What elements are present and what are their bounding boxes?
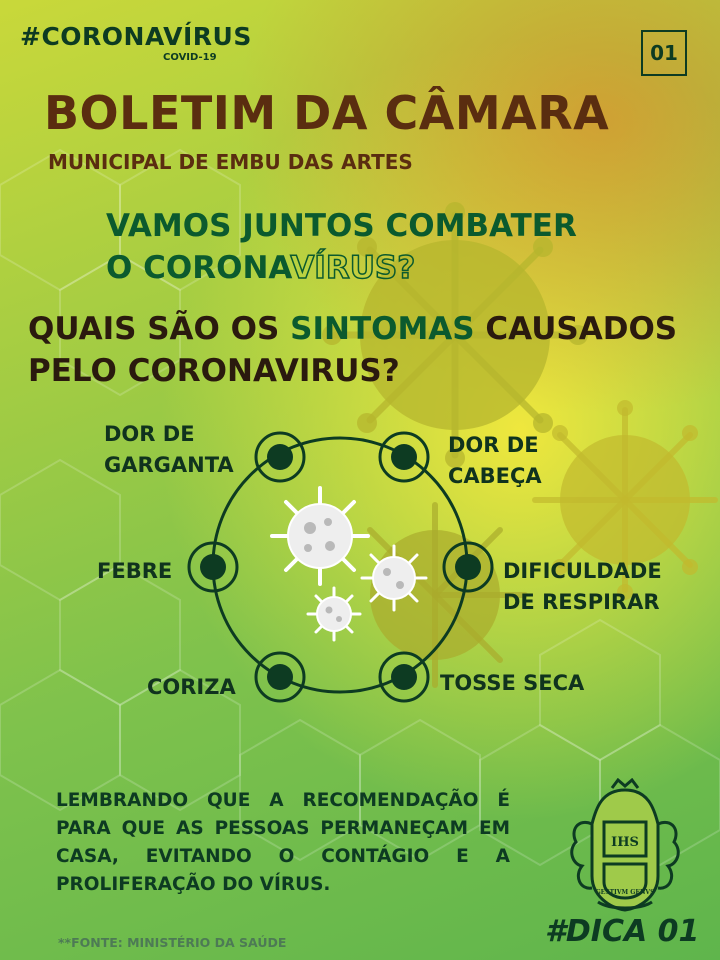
- symptom-line: FEBRE: [97, 559, 173, 583]
- source-note: **FONTE: MINISTÉRIO DA SAÚDE: [58, 935, 287, 950]
- symptom-line: CABEÇA: [448, 464, 542, 488]
- hashtag-coronavirus: #CORONAVÍRUS: [20, 22, 252, 51]
- emblem-monogram: IHS: [611, 835, 639, 850]
- symptom-line: TOSSE SECA: [440, 671, 585, 695]
- page-number-badge: 01: [641, 30, 687, 76]
- question-line-2: PELO CORONAVIRUS?: [28, 353, 400, 389]
- dica-tag: #DICA 01: [545, 914, 700, 949]
- node-dor-de-garganta: [256, 433, 304, 481]
- recommendation-text: LEMBRANDO QUE A RECOMENDAÇÃO É PARA QUE AS PESSOAS PERMANEÇAM EM CASA, EVITANDO O CONTÁGIO E A PROLIFERAÇÃO DO VÍRUS.: [56, 790, 510, 895]
- page-title: BOLETIM DA CÂMARA: [44, 86, 610, 140]
- symptom-line: DOR DE: [104, 422, 195, 446]
- node-dificuldade-de-respirar: [444, 543, 492, 591]
- symptom-line: DIFICULDADE: [503, 559, 662, 583]
- virus-icon: [362, 546, 426, 610]
- symptom-dificuldade-de-respirar: [503, 556, 662, 618]
- node-coriza: [256, 653, 304, 701]
- virus-icon: [272, 488, 368, 584]
- cta-solid-text: O CORONA: [106, 250, 291, 286]
- emblem-motto: GESTIVM GENVS: [595, 889, 655, 896]
- symptom-febre: [97, 556, 172, 587]
- cta-line-1: VAMOS JUNTOS COMBATER: [106, 208, 577, 244]
- symptom-dor-de-garganta: [104, 419, 234, 481]
- virus-icon: [308, 588, 360, 640]
- symptom-coriza: [147, 672, 236, 703]
- diagram-ring: [213, 438, 467, 692]
- page-subtitle: MUNICIPAL DE EMBU DAS ARTES: [48, 150, 413, 174]
- symptom-tosse-seca: [440, 668, 584, 699]
- jesuit-emblem-logo: [562, 778, 688, 916]
- symptom-line: CORIZA: [147, 675, 236, 699]
- node-dor-de-cabeca: [380, 433, 428, 481]
- covid-label: COVID-19: [163, 52, 217, 63]
- node-tosse-seca: [380, 653, 428, 701]
- symptom-line: GARGANTA: [104, 453, 234, 477]
- symptom-line: DE RESPIRAR: [503, 590, 660, 614]
- question-highlight: SINTOMAS: [290, 311, 475, 347]
- symptom-line: DOR DE: [448, 433, 539, 457]
- question-post: CAUSADOS: [474, 311, 678, 347]
- symptom-dor-de-cabeca: [448, 430, 542, 492]
- question-pre: QUAIS SÃO OS: [28, 311, 291, 347]
- cta-outline-text: VÍRUS?: [290, 250, 416, 286]
